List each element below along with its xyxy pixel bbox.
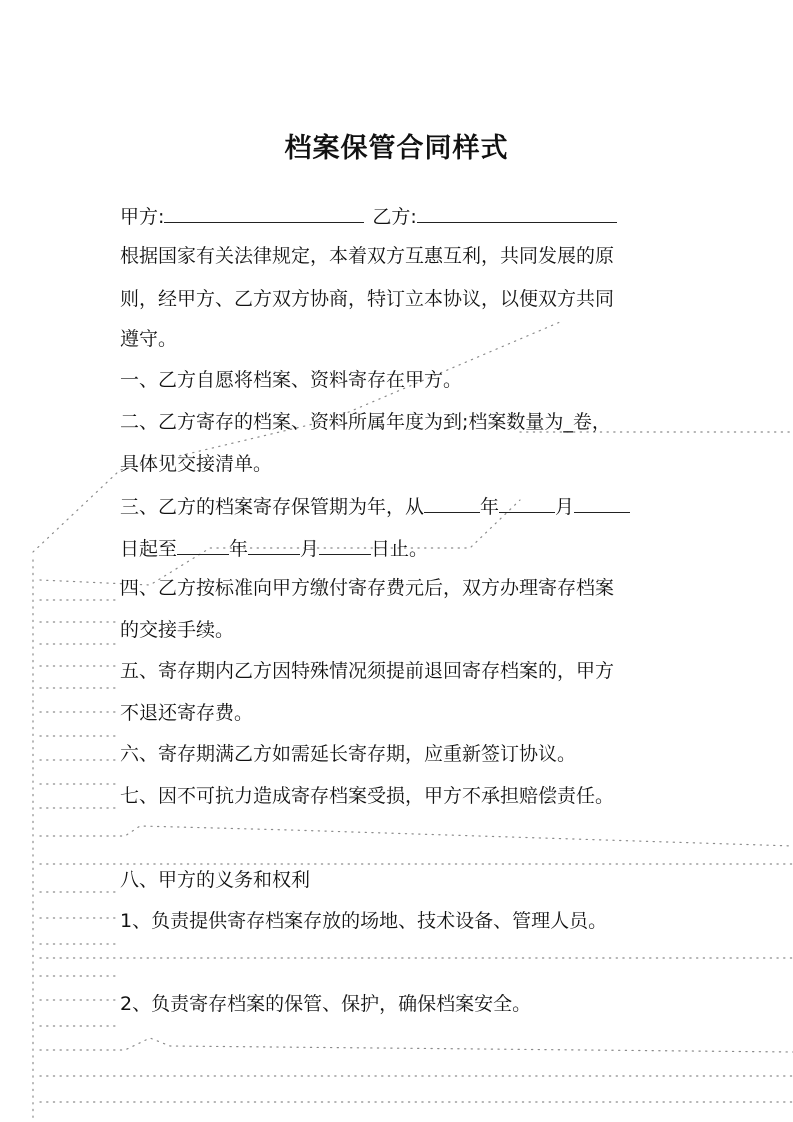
clause-3-line-2 [120,536,428,561]
clause-3-day-end: 日止。 [371,538,429,560]
clause-6: 六、寄存期满乙方如需延长寄存期，应重新签订协议。 [120,743,577,765]
party-b-label: 乙方: [372,206,417,228]
end-year-blank [177,536,229,555]
parties-line [120,204,617,229]
clause-5-line-1: 五、寄存期内乙方因特殊情况须提前退回寄存档案的，甲方 [120,660,615,682]
party-b-blank [417,204,617,223]
clause-1: 一、乙方自愿将档案、资料寄存在甲方。 [120,369,463,391]
clause-3-line-1 [120,494,630,519]
clause-5-line-2: 不退还寄存费。 [120,702,254,724]
clause-2-line-1: 二、乙方寄存的档案、资料所属年度为到;档案数量为_卷， [120,411,611,433]
end-day-blank [319,536,371,555]
document-title: 档案保管合同样式 [284,133,509,164]
preamble-line-2: 则，经甲方、乙方双方协商，特订立本协议，以便双方共同 [120,288,615,310]
clause-8-heading: 八、甲方的义务和权利 [120,869,311,891]
start-day-blank [574,494,630,513]
end-month-blank [248,536,300,555]
preamble-line-3: 遵守。 [120,328,178,350]
preamble-line-1: 根据国家有关法律规定，本着双方互惠互利，共同发展的原 [120,245,615,267]
clause-3-prefix: 三、乙方的档案寄存保管期为年，从 [120,496,425,518]
start-month-blank [499,494,555,513]
clause-3-year-2: 年 [229,538,249,560]
duty-2: 2、负责寄存档案的保管、保护，确保档案安全。 [120,993,532,1015]
clause-2-line-2: 具体见交接清单。 [120,453,273,475]
clause-3-year: 年 [480,496,500,518]
start-year-blank [424,494,480,513]
party-a-label: 甲方: [120,206,165,228]
clause-4-line-2: 的交接手续。 [120,619,235,641]
clause-3-month: 月 [555,496,575,518]
clause-4-line-1: 四、乙方按标准向甲方缴付寄存费元后，双方办理寄存档案 [120,577,615,599]
clause-3-month-2: 月 [300,538,320,560]
clause-7: 七、因不可抗力造成寄存档案受损，甲方不承担赔偿责任。 [120,785,615,807]
party-a-blank [164,204,364,223]
clause-3-day-start: 日起至 [120,538,178,560]
duty-1: 1、负责提供寄存档案存放的场地、技术设备、管理人员。 [120,910,608,932]
